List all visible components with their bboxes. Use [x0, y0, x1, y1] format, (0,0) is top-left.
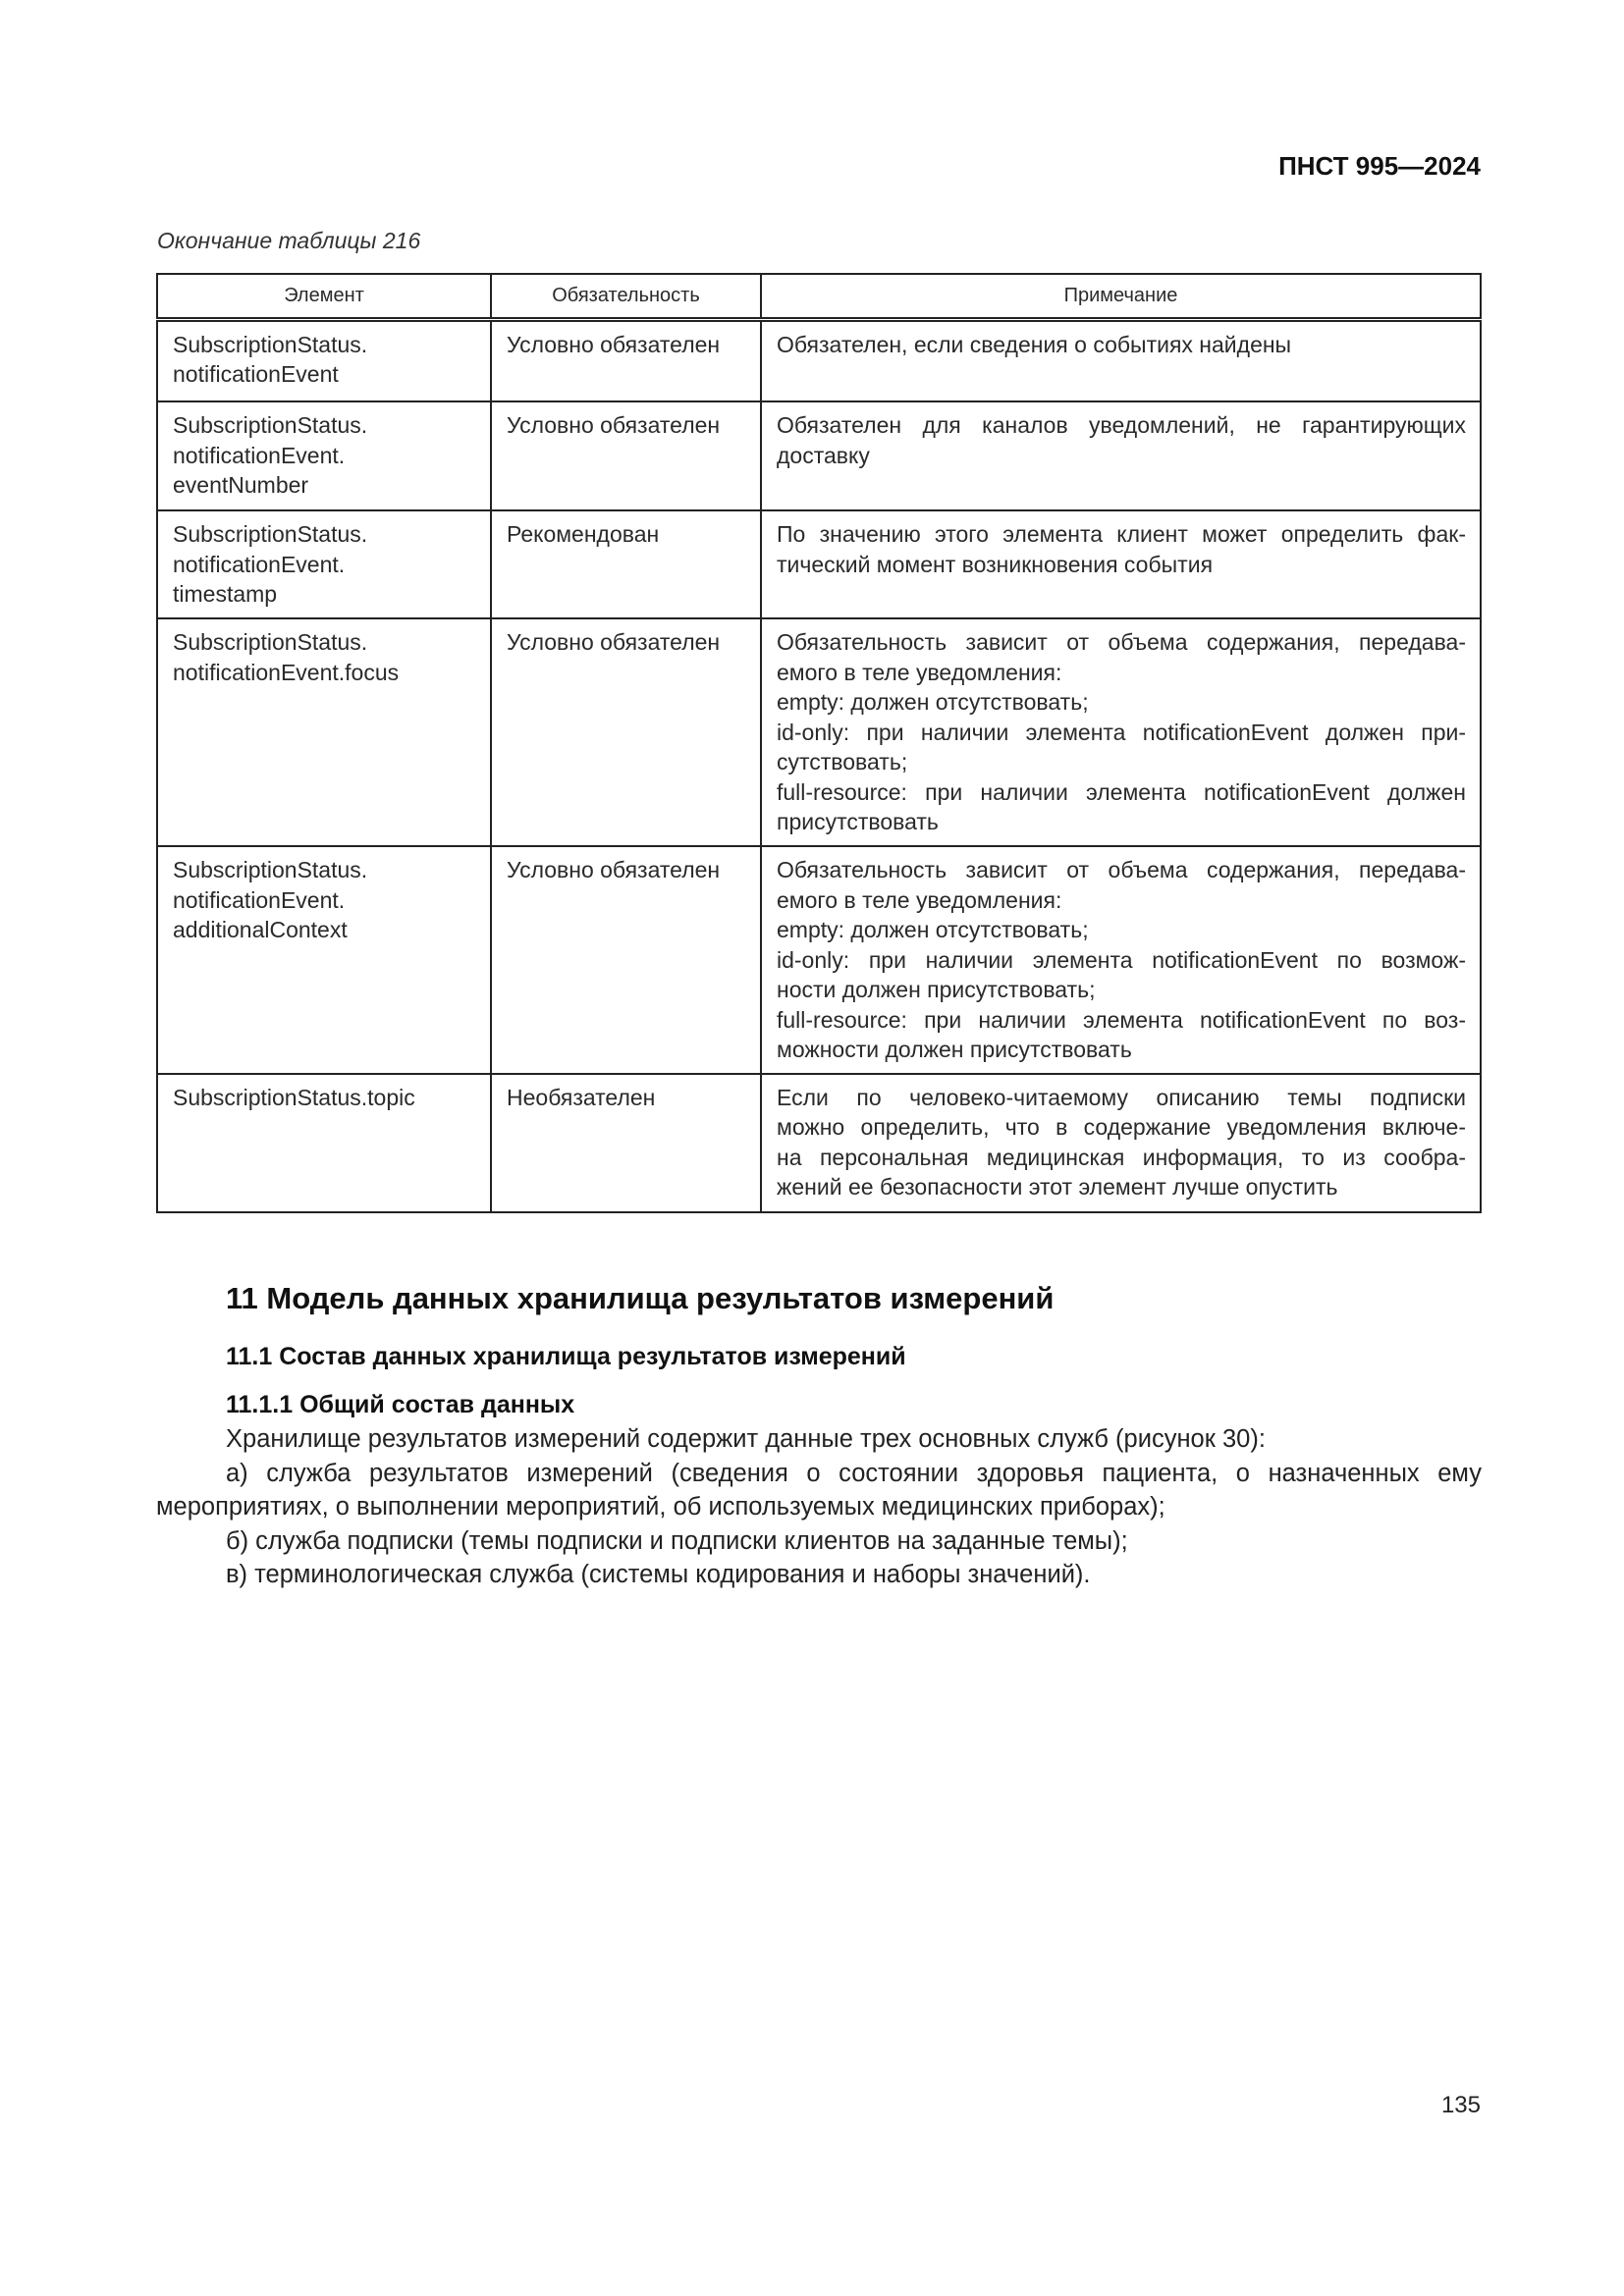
- table-header-row: [157, 274, 1481, 319]
- table-row: [157, 1074, 1481, 1212]
- note-line: empty: должен отсутствовать;: [777, 917, 1089, 942]
- element-line: notificationEvent.: [173, 886, 346, 913]
- obligation-value: Условно обязателен: [507, 331, 721, 357]
- note-line: жений ее безопасности этот элемент лучше опустить: [777, 1174, 1338, 1200]
- section-heading: 11 Модель данных хранилища результатов измерений: [226, 1281, 1055, 1315]
- obligation-value: Условно обязателен: [507, 629, 721, 655]
- element-line: SubscriptionStatus.: [173, 629, 368, 655]
- subsection-heading: 11.1 Состав данных хранилища результатов измерений: [226, 1343, 906, 1370]
- obligation-value: Условно обязателен: [507, 857, 721, 882]
- cell-element: [157, 319, 491, 401]
- cell-obligation: [491, 618, 761, 846]
- column-header-element: Элемент: [157, 274, 491, 319]
- obligation-value: Условно обязателен: [507, 412, 721, 438]
- note-line: можности должен присутствовать: [777, 1037, 1132, 1062]
- note-line: тический момент возникновения события: [777, 551, 1214, 577]
- cell-element: [157, 846, 491, 1074]
- cell-note: [761, 510, 1481, 618]
- table-caption: Окончание таблицы 216: [157, 228, 421, 253]
- table-row: [157, 401, 1481, 510]
- table-row: [157, 618, 1481, 846]
- element-line: notificationEvent.focus: [173, 659, 400, 685]
- element-line: SubscriptionStatus.topic: [173, 1084, 415, 1110]
- note-line: можно определить, что в содержание уведомления включе-: [777, 1114, 1466, 1140]
- element-line: timestamp: [173, 581, 278, 607]
- note-line: Обязательность зависит от объема содержания, передава-: [777, 857, 1466, 882]
- subsubsection-heading: 11.1.1 Общий состав данных: [226, 1391, 575, 1418]
- note-line: id-only: при наличии элемента notificationEvent должен при-: [777, 719, 1466, 745]
- column-header-obligation: Обязательность: [491, 274, 761, 319]
- cell-obligation: [491, 401, 761, 510]
- cell-note: [761, 846, 1481, 1074]
- note-line: ности должен присутствовать;: [777, 977, 1096, 1002]
- table-row: [157, 319, 1481, 401]
- column-header-note: Примечание: [761, 274, 1481, 319]
- note-line: сутствовать;: [777, 749, 908, 774]
- cell-element: [157, 510, 491, 618]
- requirements-table: [156, 273, 1482, 1213]
- body-text: [156, 1422, 1482, 1592]
- cell-obligation: [491, 510, 761, 618]
- table-row: [157, 846, 1481, 1074]
- note-line: full-resource: при наличии элемента notificationEvent должен: [777, 778, 1466, 805]
- cell-note: [761, 618, 1481, 846]
- element-line: SubscriptionStatus.: [173, 412, 368, 438]
- list-item-b: б) служба подписки (темы подписки и подписки клиентов на заданные темы);: [226, 1526, 1128, 1555]
- element-line: notificationEvent.: [173, 442, 346, 468]
- list-item-c: в) терминологическая служба (системы кодирования и наборы значений).: [226, 1561, 1091, 1588]
- obligation-value: Рекомендован: [507, 521, 660, 547]
- document-code: ПНСТ 995—2024: [1278, 151, 1481, 181]
- note-line: По значению этого элемента клиент может определить фак-: [777, 521, 1466, 547]
- element-line: notificationEvent.: [173, 551, 346, 577]
- obligation-value: Необязателен: [507, 1084, 656, 1110]
- element-line: notificationEvent: [173, 361, 339, 387]
- cell-element: [157, 401, 491, 510]
- note-line: Обязателен, если сведения о событиях найдены: [777, 331, 1292, 357]
- cell-element: [157, 1074, 491, 1212]
- note-line: присутствовать: [777, 809, 939, 834]
- note-line: Если по человеко-читаемому описанию темы подписки: [777, 1084, 1466, 1110]
- element-line: additionalContext: [173, 917, 348, 942]
- cell-note: [761, 401, 1481, 510]
- element-line: SubscriptionStatus.: [173, 857, 368, 882]
- note-line: empty: должен отсутствовать;: [777, 689, 1089, 715]
- element-line: SubscriptionStatus.: [173, 331, 368, 357]
- cell-element: [157, 618, 491, 846]
- cell-note: [761, 1074, 1481, 1212]
- note-line: доставку: [777, 442, 870, 468]
- element-line: eventNumber: [173, 472, 309, 498]
- cell-obligation: [491, 1074, 761, 1212]
- element-line: SubscriptionStatus.: [173, 521, 368, 547]
- paragraph-intro: Хранилище результатов измерений содержит данные трех основных служб (рисунок 30):: [226, 1425, 1266, 1453]
- note-line: Обязательность зависит от объема содержания, передава-: [777, 629, 1466, 655]
- list-item-a-continued: мероприятиях, о выполнении мероприятий, об используемых медицинских приборах);: [156, 1493, 1165, 1521]
- note-line: на персональная медицинская информация, то из сообра-: [777, 1144, 1466, 1170]
- note-line: id-only: при наличии элемента notificationEvent по возмож-: [777, 946, 1466, 973]
- note-line: емого в теле уведомления:: [777, 886, 1062, 913]
- page-number: 135: [1440, 2092, 1481, 2118]
- cell-obligation: [491, 319, 761, 401]
- list-item-a: а) служба результатов измерений (сведения о состоянии здоровья пациента, о назначенных ему: [226, 1459, 1482, 1487]
- note-line: емого в теле уведомления:: [777, 659, 1062, 685]
- table-row: [157, 510, 1481, 618]
- note-line: Обязателен для каналов уведомлений, не гарантирующих: [777, 412, 1466, 438]
- cell-note: [761, 319, 1481, 401]
- note-line: full-resource: при наличии элемента notificationEvent по воз-: [777, 1006, 1466, 1033]
- cell-obligation: [491, 846, 761, 1074]
